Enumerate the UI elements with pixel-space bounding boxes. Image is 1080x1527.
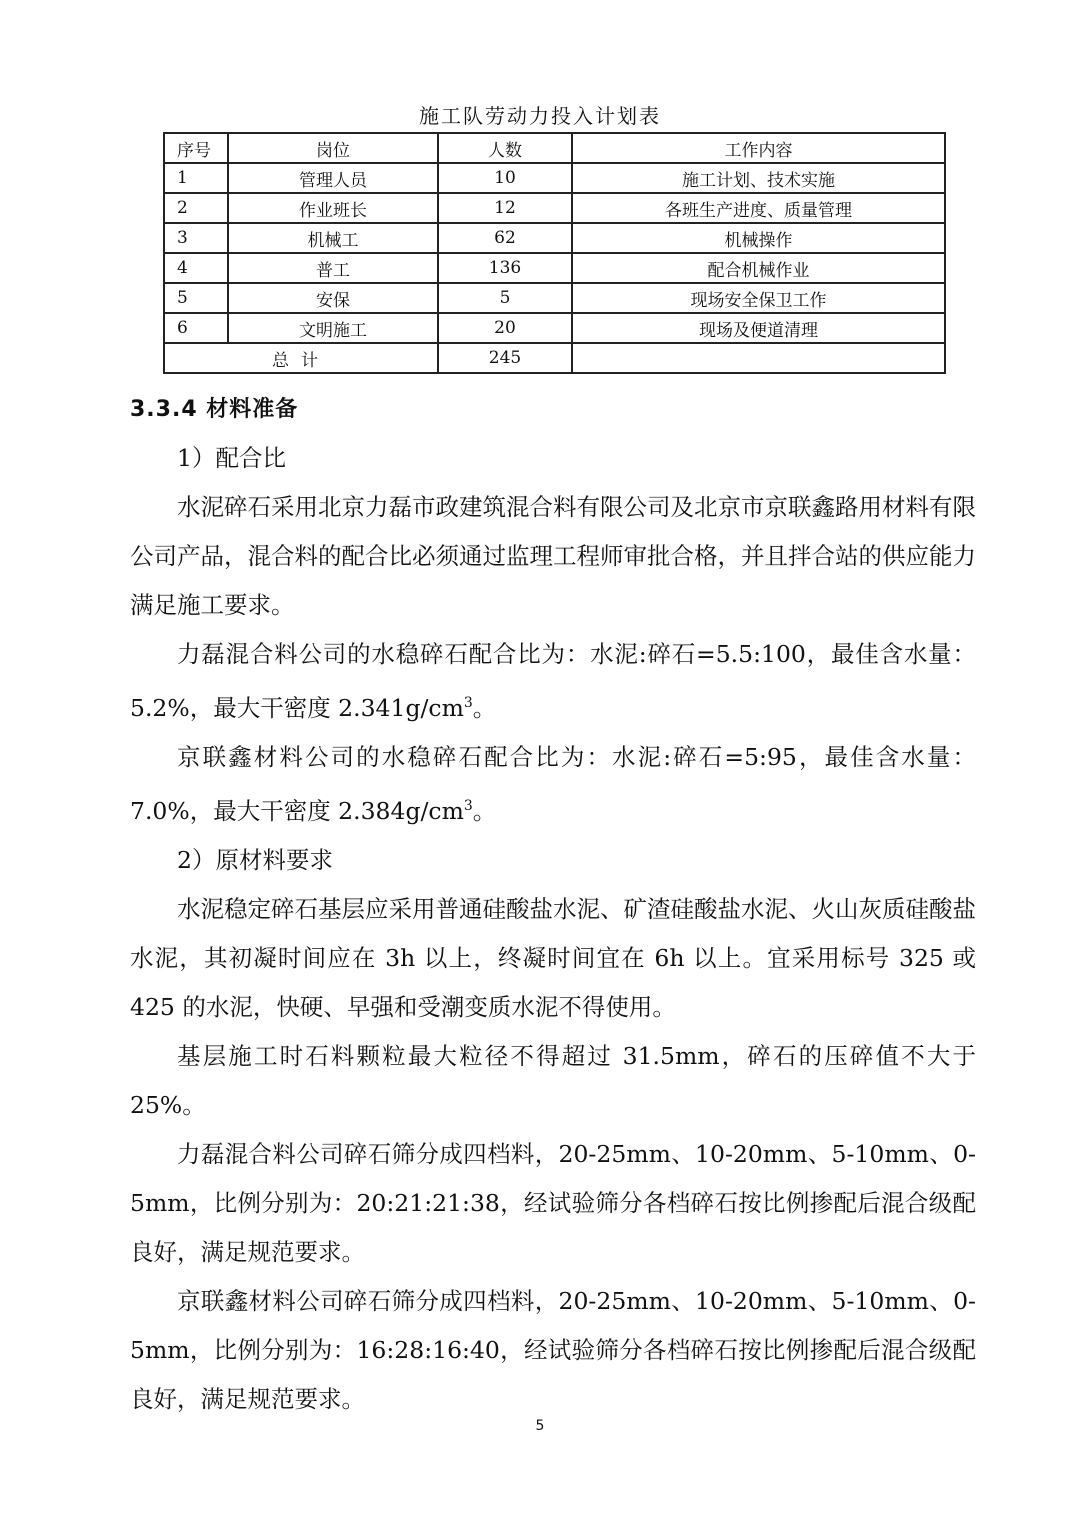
header-position: 岗位 [228,133,438,163]
table-row [164,313,945,343]
paragraph-supplier: 水泥碎石采用北京力磊市政建筑混合料有限公司及北京市京联鑫路用材料有限公司产品，混合料的配合比必须通过监理工程师审批合格，并且拌合站的供应能力满足施工要求。 [130,493,976,619]
cell-position: 安保 [228,283,438,313]
jinglianxin-mix-text: 京联鑫材料公司的水稳碎石配合比为：水泥:碎石=5:95，最佳含水量：7.0%，最大干密度 2.384g/cm [130,742,976,825]
jinglianxin-mix-superscript: 3 [463,797,473,814]
lilei-mix-text: 力磊混合料公司的水稳碎石配合比为：水泥:碎石=5.5:100，最佳含水量：5.2%，最大干密度 2.341g/cm [130,640,976,722]
paragraph-jinglianxin-grading: 京联鑫材料公司碎石筛分成四档料，20-25mm、10-20mm、5-10mm、0-5mm，比例分别为：16:28:16:40，经试验筛分各档碎石按比例掺配后混合级配良好，满足规范要求。 [130,1286,976,1413]
cell-count: 10 [438,163,572,193]
cell-count: 12 [438,193,572,223]
section-body [130,434,976,1424]
lilei-mix-superscript: 3 [463,695,473,711]
paragraph-lilei-mix [130,630,976,733]
cell-count: 136 [438,253,572,283]
cell-position: 作业班长 [228,193,438,223]
table-row [164,193,945,223]
total-empty-cell [572,343,945,373]
table-row [164,283,945,313]
cell-no: 6 [164,313,228,343]
paragraph-cement: 水泥稳定碎石基层应采用普通硅酸盐水泥、矿渣硅酸盐水泥、火山灰质硅酸盐水泥，其初凝时间应在 3h 以上，终凝时间宜在 6h 以上。宜采用标号 325 或 425 的水泥，快硬、早强和受潮变质水泥不得使用。 [130,894,976,1021]
table-row [164,253,945,283]
jinglianxin-mix-end: 。 [472,796,497,825]
cell-no: 5 [164,283,228,313]
total-label: 总计 [164,343,438,373]
header-work-content: 工作内容 [572,133,945,163]
lilei-mix-end: 。 [472,693,497,722]
cell-work-content: 现场及便道清理 [572,313,945,343]
cell-work-content: 机械操作 [572,223,945,253]
cell-count: 20 [438,313,572,343]
labor-plan-table [163,132,946,374]
cell-position: 机械工 [228,223,438,253]
item-mix-ratio: 1）配合比 [177,444,286,472]
paragraph-aggregate-size: 基层施工时石料颗粒最大粒径不得超过 31.5mm，碎石的压碎值不大于 25%。 [130,1041,976,1119]
table-row [164,223,945,253]
paragraph-lilei-grading: 力磊混合料公司碎石筛分成四档料，20-25mm、10-20mm、5-10mm、0-5mm，比例分别为：20:21:21:38，经试验筛分各档碎石按比例掺配后混合级配良好，满足规范要求。 [130,1139,976,1266]
cell-no: 1 [164,163,228,193]
item-raw-material: 2）原材料要求 [177,845,333,874]
section-heading: 3.3.4 材料准备 [130,397,299,422]
cell-count: 5 [438,283,572,313]
cell-work-content: 施工计划、技术实施 [572,163,945,193]
cell-no: 4 [164,253,228,283]
table-row [164,163,945,193]
page-number: 5 [535,1418,545,1434]
cell-work-content: 现场安全保卫工作 [572,283,945,313]
cell-position: 文明施工 [228,313,438,343]
table-total-row [164,343,945,373]
header-count: 人数 [438,133,572,163]
cell-work-content: 配合机械作业 [572,253,945,283]
total-value: 245 [438,343,572,373]
cell-no: 3 [164,223,228,253]
cell-position: 普工 [228,253,438,283]
cell-count: 62 [438,223,572,253]
header-no: 序号 [164,133,228,163]
paragraph-jinglianxin-mix [130,733,976,836]
table-header-row [164,133,945,163]
table-caption: 施工队劳动力投入计划表 [419,104,661,128]
cell-work-content: 各班生产进度、质量管理 [572,193,945,223]
cell-position: 管理人员 [228,163,438,193]
cell-no: 2 [164,193,228,223]
